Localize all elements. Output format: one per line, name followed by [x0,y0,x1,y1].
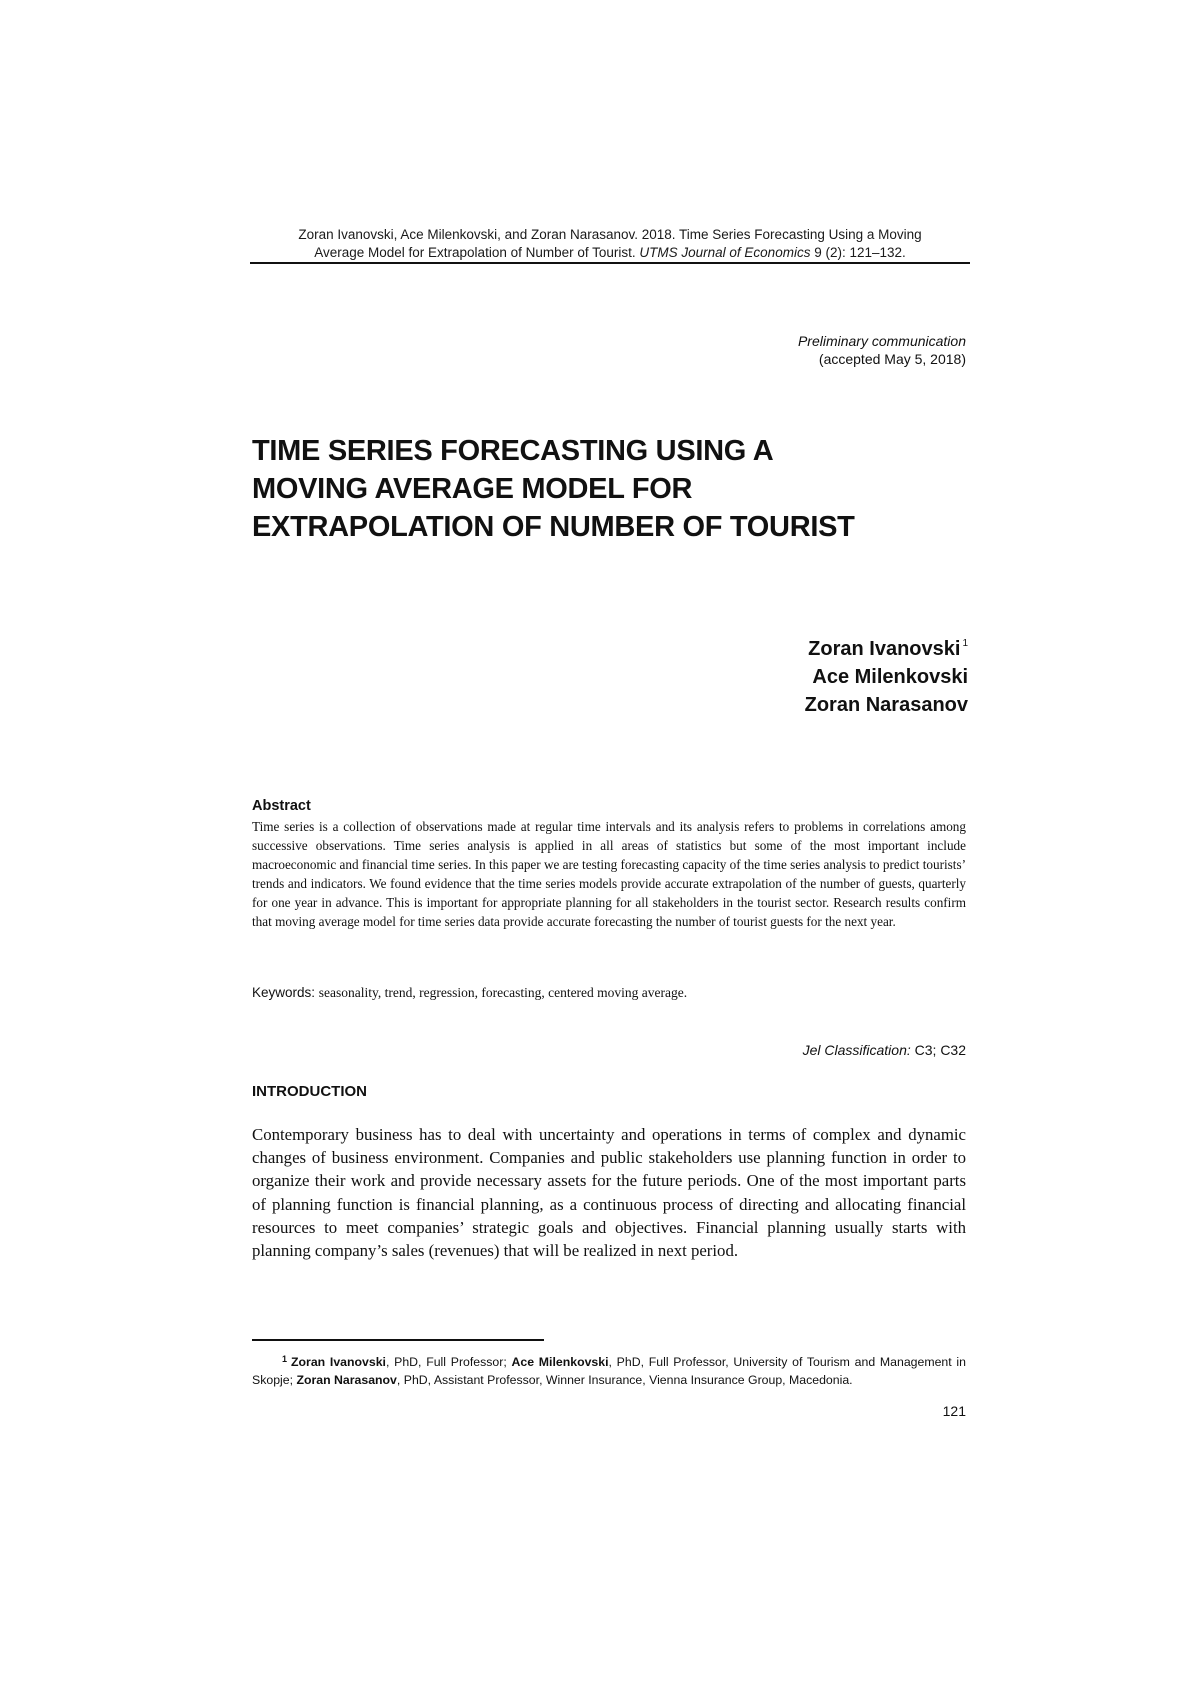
title-line-3: EXTRAPOLATION OF NUMBER OF TOURIST [252,511,855,543]
footnote-rule [252,1339,544,1341]
footnote [252,1350,966,1389]
footnote-text-2: , PhD, Full Professor, University of Tourism and Management in Skopje; [252,1355,966,1387]
citation-journal: UTMS Journal of Economics [639,245,811,260]
footnote-name-3: Zoran Narasanov [296,1373,397,1387]
introduction-text: Contemporary business has to deal with uncertainty and operations in terms of complex and dynamic changes of business environment. Companies and public stakeholders use planning function in order to organize their work and provide necessary assets for the future periods. One of the most important parts of planning function is financial planning, as a continuous process of directing and allocating financial resources to meet companies’ strategic goals and objectives. Financial planning usually starts with planning company’s sales (revenues) that will be realized in next period. [252,1125,966,1261]
paper-title [252,432,972,546]
footnote-name-1: Zoran Ivanovski [291,1355,386,1369]
keywords [252,985,966,1001]
citation-line-2: Average Model for Extrapolation of Number of Tourist. [314,245,640,260]
author-3: Zoran Narasanov [804,694,968,716]
article-info [798,332,966,368]
jel-value: C3; C32 [910,1042,966,1058]
title-line-1: TIME SERIES FORECASTING USING A [252,435,774,467]
jel-label: Jel Classification: [802,1042,911,1058]
introduction-heading: INTRODUCTION [252,1083,367,1100]
article-type: Preliminary communication [797,333,966,349]
abstract-heading: Abstract [252,798,311,814]
author-footnote-marker[interactable]: 1 [962,638,968,649]
citation-volume: 9 (2): 121–132. [810,245,906,260]
header-rule [250,262,970,264]
citation-line-1: Zoran Ivanovski, Ace Milenkovski, and Zoran Narasanov. 2018. Time Series Forecasting Using a Moving [298,227,922,242]
keywords-value: seasonality, trend, regression, forecasting, centered moving average. [318,985,688,1000]
citation-header [250,226,970,262]
author-1: Zoran Ivanovski $^1$ [808,638,968,660]
footnote-name-2: Ace Milenkovski [511,1355,609,1369]
abstract-text: Time series is a collection of observations made at regular time intervals and its analysis refers to problems in correlations among successive observations. Time series analysis is applied in all areas of statistics but some of the most important include macroeconomic and financial time series. In this paper we are testing forecasting capacity of the time series analysis to predict tourists’ trends and indicators. We found evidence that the time series models provide accurate extrapolation of the number of guests, quarterly for one year in advance. This is important for appropriate planning for all stakeholders in the tourist sector. Research results confirm that moving average model for time series data provide accurate forecasting the number of tourist guests for the next year. [252,819,966,929]
accepted-date: (accepted May 5, 2018) [818,351,966,367]
footnote-text-3: , PhD, Assistant Professor, Winner Insurance, Vienna Insurance Group, Macedonia. [396,1373,853,1387]
footnote-marker: 1 [282,1354,288,1364]
author-list [805,630,968,719]
title-line-2: MOVING AVERAGE MODEL FOR [252,473,693,505]
author-2: Ace Milenkovski [812,666,968,688]
jel-classification [803,1042,966,1058]
keywords-label: Keywords: [252,985,319,1000]
footnote-text-1: , PhD, Full Professor; [385,1355,512,1369]
page-number: 121 [942,1403,966,1419]
